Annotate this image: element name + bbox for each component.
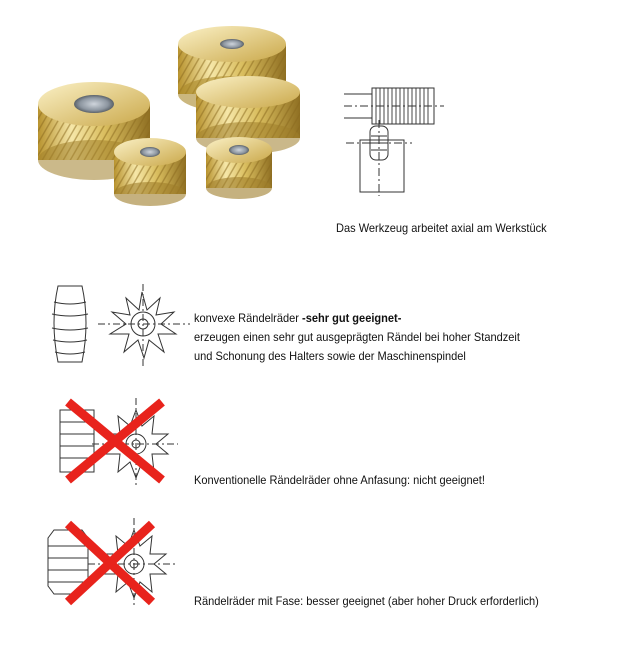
row1-emphasis: -sehr gut geeignet-: [302, 311, 402, 325]
conventional-wheel-drawing: [52, 396, 182, 488]
red-cross-icon: [62, 398, 168, 484]
knurling-wheels-photo: [30, 22, 310, 212]
gear-small-right: [206, 137, 272, 199]
chamfered-wheel-drawing: [42, 516, 182, 608]
red-cross-icon: [62, 520, 158, 606]
row3-caption: Rändelräder mit Fase: besser geeignet (aber hoher Druck erforderlich): [194, 594, 539, 608]
row1-lead: konvexe Rändelräder: [194, 311, 303, 325]
row1-line1: [194, 309, 401, 327]
convex-wheel-drawing: [44, 282, 204, 368]
gear-small-front: [114, 138, 186, 206]
row2-caption: Konventionelle Rändelräder ohne Anfasung: nicht geeignet!: [194, 473, 485, 487]
row1-line3: und Schonung des Halters sowie der Maschinenspindel: [194, 349, 466, 363]
axial-tool-diagram: [340, 80, 450, 200]
axial-caption: Das Werkzeug arbeitet axial am Werkstück: [336, 221, 547, 235]
row1-line2: erzeugen einen sehr gut ausgeprägten Rändel bei hoher Standzeit: [194, 330, 520, 344]
